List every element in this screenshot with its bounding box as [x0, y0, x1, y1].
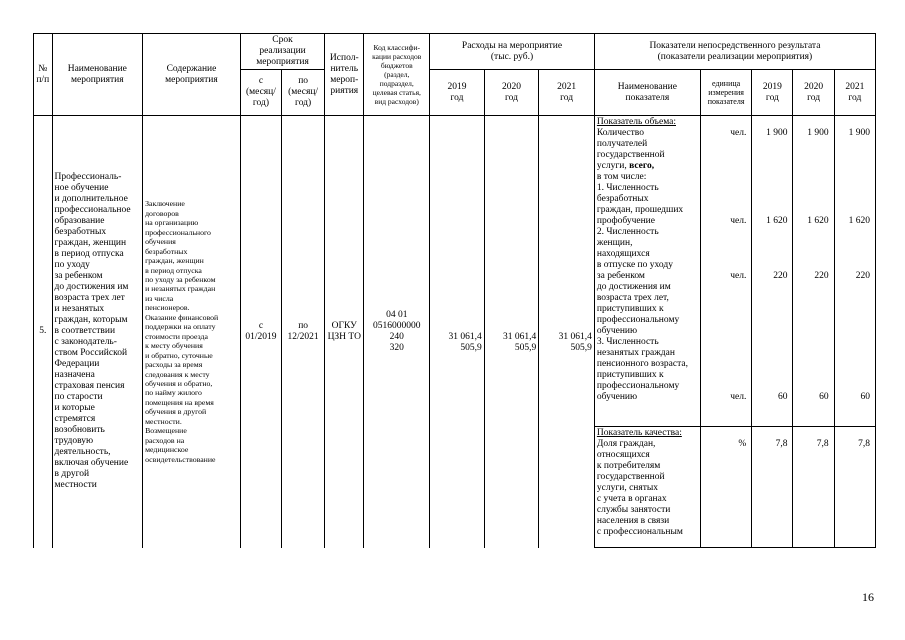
page-number: 16 [862, 590, 874, 604]
volume-2020-2: 220 [814, 271, 829, 281]
row-name: Профессиональ- ное обучение и дополнительное профессиональное образование безработных граждан, женщин в период отпуска по уходу за ребенком до достижения им возраста трех лет и незанятых граждан, которым в соответствии с законодатель- ством Российской Федерации назначена страховая пенсия по старости и которые стремятся возобновить трудовую деятельность, включая обучение в другой местности [52, 116, 143, 548]
volume-unit-1: чел. [730, 216, 747, 226]
volume-2019-cell [752, 116, 793, 427]
row-executor: ОГКУ ЦЗН ТО [325, 116, 364, 548]
quality-indicator-title: Показатель качества: [596, 428, 682, 438]
row-code: 04 01 0516000000 240 320 [364, 116, 430, 548]
volume-2020-cell [793, 116, 834, 427]
row-period-from: с 01/2019 [240, 116, 281, 548]
header-exp-2021: 2021 год [539, 70, 595, 116]
volume-indicator-title: Показатель объема: [596, 117, 676, 127]
quality-2021: 7,8 [858, 439, 870, 449]
volume-2020-3: 60 [819, 392, 829, 402]
volume-indicator-text-1: Количество получателей государственной услуги, [596, 128, 665, 171]
row-exp-2021: 31 061,4 505,9 [539, 116, 595, 548]
quality-2019-cell [752, 427, 793, 548]
volume-2020-0: 1 900 [807, 128, 829, 138]
volume-2020-1: 1 620 [807, 216, 829, 226]
quality-indicator-cell [594, 427, 700, 548]
quality-2020-cell [793, 427, 834, 548]
volume-2021-3: 60 [860, 392, 870, 402]
header-indicators: Показатели непосредственного результата (показатели реализации мероприятия) [594, 34, 875, 70]
header-exp-2020: 2020 год [484, 70, 539, 116]
quality-2020: 7,8 [816, 439, 829, 449]
volume-unit-2: чел. [730, 271, 747, 281]
header-num: № п/п [34, 34, 53, 116]
header-unit: единица измерения показателя [700, 70, 751, 116]
volume-2019-1: 1 620 [766, 216, 788, 226]
header-indicator-name: Наименование показателя [594, 70, 700, 116]
volume-2019-2: 220 [773, 271, 788, 281]
header-name: Наименование мероприятия [52, 34, 143, 116]
quality-unit: % [738, 439, 747, 449]
program-table [33, 33, 876, 548]
header-executor: Испол- нитель мероп- риятия [325, 34, 364, 116]
volume-indicator-total: всего, [629, 161, 655, 171]
header-ind-2019: 2019 год [752, 70, 793, 116]
volume-2021-cell [834, 116, 875, 427]
volume-2021-0: 1 900 [848, 128, 870, 138]
volume-unit-cell [700, 116, 751, 427]
quality-2021-cell [834, 427, 875, 548]
row-period-to: по 12/2021 [282, 116, 325, 548]
header-ind-2021: 2021 год [834, 70, 875, 116]
volume-2019-3: 60 [777, 392, 788, 402]
header-period-from: с (месяц/ год) [240, 70, 281, 116]
row-num: 5. [34, 116, 53, 548]
volume-unit-0: чел. [730, 128, 747, 138]
quality-unit-cell [700, 427, 751, 548]
header-expenses: Расходы на мероприятие (тыс. руб.) [430, 34, 595, 70]
volume-indicator-text-2: в том числе: 1. Численность безработных граждан, прошедших профобучение 2. Численность женщин, находящихся в отпуске по уходу за ребенком до достижения им возраста трех лет, приступивших к профессиональному обучению 3. Численность незанятых граждан пенсионного возраста, приступивших к профессиональному обучению [596, 172, 688, 402]
row-content: Заключение договоров на организацию профессионального обучения безработных граждан, женщин в период отпуска по уходу за ребенком и незанятых граждан из числа пенсионеров. Оказание финансовой поддержки на оплату стоимости проезда к месту обучения и обратно, суточные расходы за время следования к месту обучения и обратно, по найму жилого помещения на время обучения в другой местности. Возмещение расходов на медицинское освидетельствование [143, 116, 241, 548]
header-ind-2020: 2020 год [793, 70, 834, 116]
quality-indicator-text: Доля граждан, относящихся к потребителям государственной услуги, снятых с учета в органах службы занятости населения в связи с профессиональным [596, 439, 683, 537]
header-exp-2019: 2019 год [430, 70, 485, 116]
volume-2019-0: 1 900 [766, 128, 788, 138]
header-code: Код классифи- кации расходов бюджетов (раздел, подраздел, целевая статья, вид расходов) [364, 34, 430, 116]
header-period: Срок реализации мероприятия [240, 34, 324, 70]
row-exp-2020: 31 061,4 505,9 [484, 116, 539, 548]
header-period-to: по (месяц/ год) [282, 70, 325, 116]
volume-indicator-cell [594, 116, 700, 427]
volume-unit-3: чел. [730, 392, 747, 402]
quality-2019: 7,8 [775, 439, 788, 449]
volume-2021-2: 220 [855, 271, 870, 281]
row-exp-2019: 31 061,4 505,9 [430, 116, 485, 548]
volume-2021-1: 1 620 [848, 216, 870, 226]
header-content: Содержание мероприятия [143, 34, 241, 116]
